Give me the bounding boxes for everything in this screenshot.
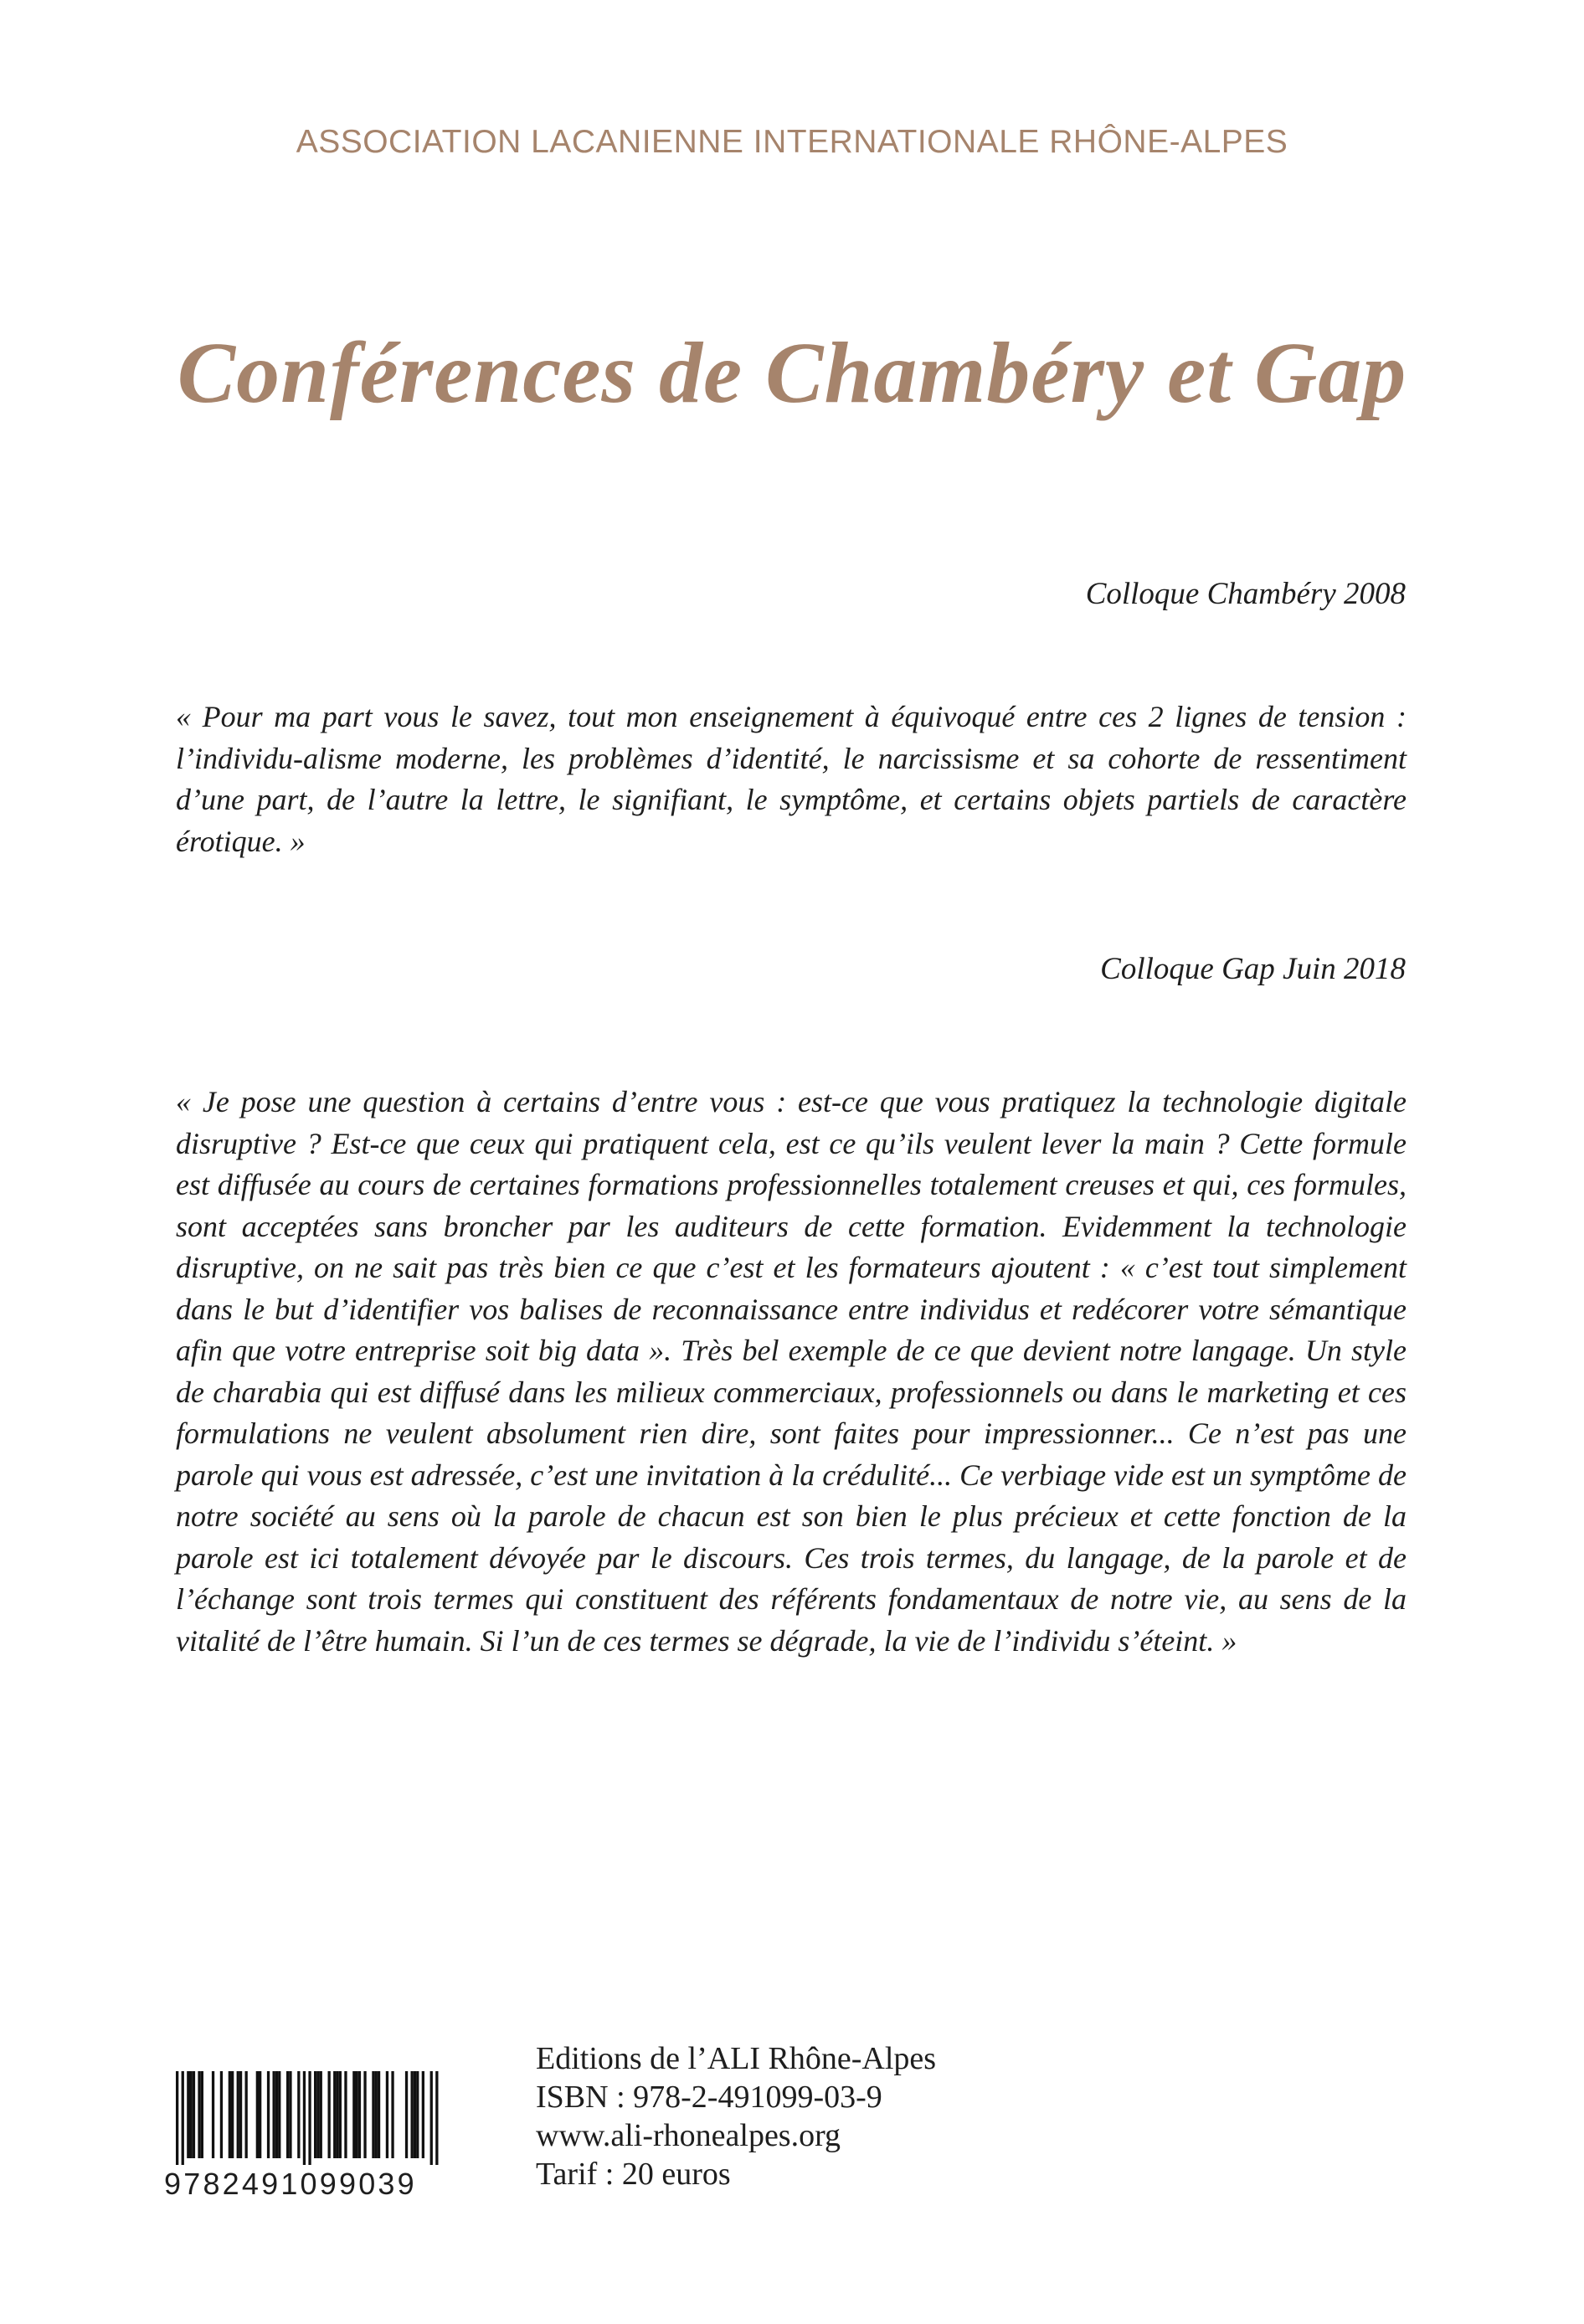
barcode-bar <box>201 2071 203 2158</box>
barcode-bar <box>190 2071 193 2158</box>
publisher-price: Tarif : 20 euros <box>536 2157 731 2192</box>
barcode-bar <box>308 2071 311 2165</box>
barcode-bar <box>198 2071 200 2158</box>
barcode-bar <box>352 2071 355 2158</box>
barcode-bar <box>414 2071 416 2158</box>
barcode-bar <box>267 2071 270 2158</box>
barcode-bar <box>358 2071 361 2158</box>
barcode-bar <box>245 2071 248 2158</box>
barcode-bar <box>372 2071 374 2158</box>
barcode-bar <box>278 2071 280 2158</box>
colloque-gap-quote: « Je pose une question à certains d’entre vous : est-ce que vous pratiquez la technologie digitale disruptive ? Est-ce que ceux qui pratiquent cela, est ce qu’ils veulent lever la main ? Cette formule est diffusée au cours de certaines formations professionnelles totalement creuses et qui, ces formules, sont acceptées sans broncher par les auditeurs de cette formation. Evidemment la technologie disruptive, on ne sait pas très bien ce que c’est et les formateurs ajoutent : « c’est tout simplement dans le but d’identifier vos balises de reconnaissance entre individus et redécorer votre sémantique afin que votre entreprise soit big data ». Très bel exemple de ce que devient notre langage. Un style de charabia qui est diffusé dans les milieux commerciaux, professionnels ou dans le marketing et ces formulations ne veulent absolument rien dire, sont faites pour impressionner... Ce n’est pas une parole qui vous est adressée, c’est une invitation à la crédulité... Ce verbiage vide est un symptôme de notre société au sens où la parole de chacun est son bien le plus précieux et cette fonction de la parole est ici totalement dévoyée par le discours. Ces trois termes, du langage, de la parole et de l’échange sont trois termes qui constituent des référents fondamentaux de notre vie, au sens de la vitalité de l’être humain. Si l’un de ces termes se dégrade, la vie de l’individu s’éteint. » <box>176 1085 1407 1658</box>
barcode-bar <box>339 2071 342 2158</box>
barcode-bar <box>314 2071 316 2158</box>
barcode-bar <box>328 2071 331 2158</box>
publisher-isbn: ISBN : 978-2-491099-03-9 <box>536 2080 882 2115</box>
barcode-bar <box>297 2071 300 2158</box>
colloque-chambery-quote: « Pour ma part vous le savez, tout mon enseignement à équivoqué entre ces 2 lignes de tension : l’individu-alisme moderne, les problèmes d’identité, le narcissisme et sa cohorte de ressentiment d’une part, de l’autre la lettre, le signifiant, le symptôme, et certains objets partiels de caractère érotique. » <box>176 700 1407 858</box>
barcode-bar <box>289 2071 291 2158</box>
barcode-bar <box>405 2071 408 2158</box>
barcode-bar <box>320 2071 322 2158</box>
book-title: Conférences de Chambéry et Gap <box>177 325 1407 421</box>
barcode-bar <box>229 2071 231 2158</box>
barcode-bar <box>303 2071 306 2165</box>
barcode-bar <box>430 2071 433 2165</box>
barcode-bar <box>333 2071 336 2158</box>
barcode-bar <box>363 2071 366 2158</box>
publisher-info <box>536 2039 936 2193</box>
barcode-bar <box>356 2071 358 2158</box>
barcode-bar <box>416 2071 419 2158</box>
barcode-bar <box>375 2071 378 2158</box>
barcode-bar <box>286 2071 289 2158</box>
barcode-bar <box>256 2071 259 2158</box>
barcode-digits: 9782491099039 <box>164 2167 417 2201</box>
barcode-bar <box>316 2071 319 2158</box>
colloque-chambery-label: Colloque Chambéry 2008 <box>1085 577 1406 611</box>
barcode-bar <box>259 2071 261 2158</box>
barcode-bar <box>336 2071 338 2158</box>
association-name: ASSOCIATION LACANIENNE INTERNATIONALE RHÔNE-ALPES <box>296 124 1288 160</box>
colloque-gap-label: Colloque Gap Juin 2018 <box>1100 952 1406 986</box>
barcode-bar <box>378 2071 380 2158</box>
barcode-bar <box>220 2071 223 2158</box>
barcode-bar <box>182 2071 184 2165</box>
barcode-bar <box>193 2071 195 2158</box>
barcode-bar <box>237 2071 239 2158</box>
barcode-bar <box>344 2071 347 2158</box>
barcode-bar <box>391 2071 393 2158</box>
barcode-bar <box>176 2071 178 2165</box>
barcode-bar <box>275 2071 278 2158</box>
barcode-bars <box>176 2071 452 2165</box>
isbn-barcode <box>164 2071 457 2201</box>
barcode-bar <box>212 2071 214 2158</box>
publisher-name: Editions de l’ALI Rhône-Alpes <box>536 2041 937 2076</box>
barcode-bar <box>273 2071 275 2158</box>
barcode-bar <box>435 2071 438 2165</box>
publisher-website[interactable]: www.ali-rhonealpes.org <box>536 2118 841 2153</box>
barcode-bar <box>386 2071 388 2158</box>
barcode-bar <box>239 2071 242 2158</box>
barcode-bar <box>231 2071 234 2158</box>
barcode-bar <box>187 2071 189 2158</box>
barcode-bar <box>411 2071 414 2158</box>
barcode-bar <box>422 2071 424 2158</box>
